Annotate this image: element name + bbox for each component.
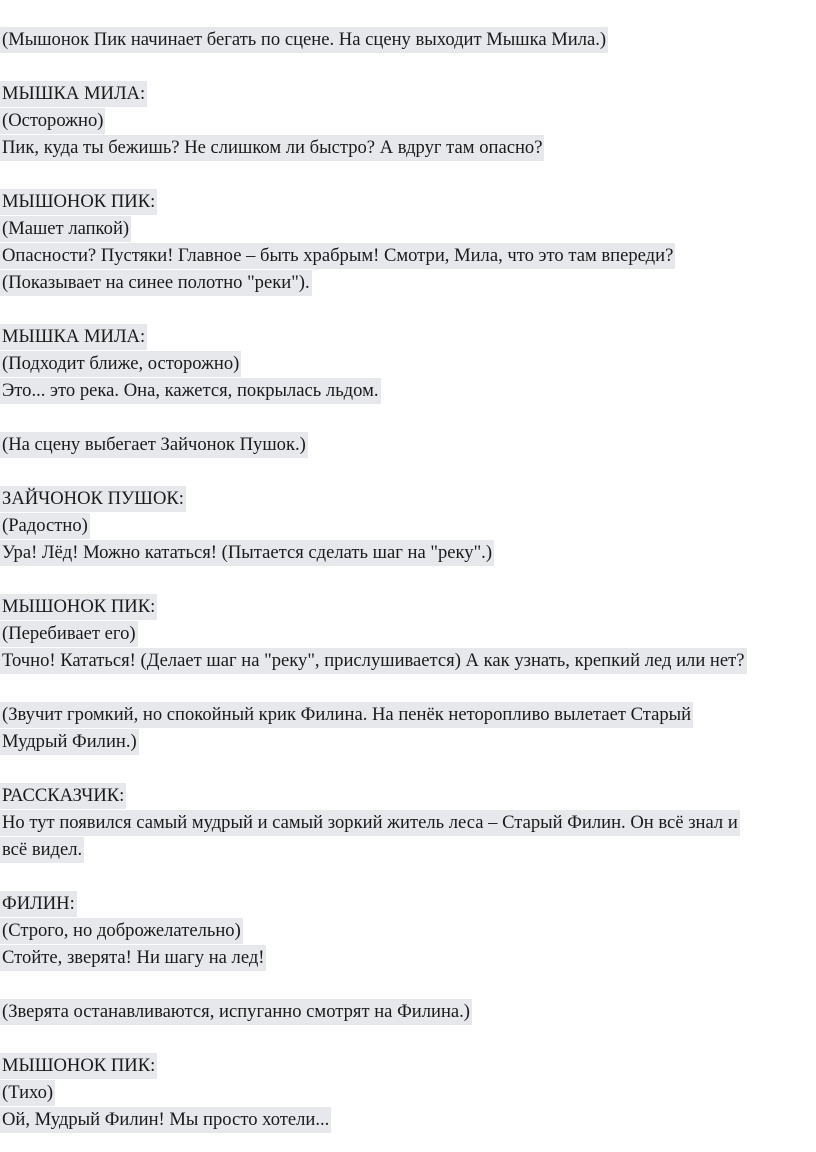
- dialogue-line: [0, 1106, 331, 1133]
- text-line: (Перебивает его): [0, 621, 138, 647]
- speaker-label: [0, 593, 157, 620]
- text-line: (Радостно): [0, 513, 90, 539]
- stage-direction: [0, 917, 243, 944]
- stage-direction: [0, 350, 241, 377]
- dialogue-line: [0, 647, 747, 674]
- dialogue-line: [0, 377, 381, 404]
- text-line: (Зверята останавливаются, испуганно смотрят на Филина.): [0, 999, 472, 1025]
- stage-direction: [0, 1079, 55, 1106]
- speaker-label: [0, 782, 126, 809]
- text-line: (Мышонок Пик начинает бегать по сцене. На сцену выходит Мышка Мила.): [0, 27, 608, 53]
- text-line: всё видел.: [0, 837, 84, 863]
- speaker-label: [0, 485, 186, 512]
- speaker-label: [0, 1052, 157, 1079]
- stage-direction: [0, 269, 312, 296]
- text-line: Мудрый Филин.): [0, 729, 139, 755]
- narration-line: [0, 836, 84, 863]
- text-line: МЫШКА МИЛА:: [0, 81, 147, 107]
- text-line: МЫШКА МИЛА:: [0, 324, 147, 350]
- stage-direction: [0, 701, 693, 728]
- stage-direction: [0, 620, 138, 647]
- text-line: (Звучит громкий, но спокойный крик Филина. На пенёк неторопливо вылетает Старый: [0, 702, 693, 728]
- stage-direction: [0, 215, 131, 242]
- dialogue-line: [0, 242, 675, 269]
- dialogue-line: [0, 944, 266, 971]
- dialogue-line: [0, 134, 544, 161]
- speaker-label: [0, 323, 147, 350]
- text-line: ЗАЙЧОНОК ПУШОК:: [0, 486, 186, 512]
- stage-direction: [0, 512, 90, 539]
- stage-direction: [0, 431, 308, 458]
- text-line: (На сцену выбегает Зайчонок Пушок.): [0, 432, 308, 458]
- text-line: (Тихо): [0, 1080, 55, 1106]
- text-line: МЫШОНОК ПИК:: [0, 1053, 157, 1079]
- text-line: МЫШОНОК ПИК:: [0, 594, 157, 620]
- speaker-label: [0, 890, 77, 917]
- stage-direction: [0, 107, 105, 134]
- text-line: Точно! Кататься! (Делает шаг на "реку", прислушивается) А как узнать, крепкий лед или нет?: [0, 648, 747, 674]
- text-line: РАССКАЗЧИК:: [0, 783, 126, 809]
- speaker-label: [0, 188, 157, 215]
- text-line: Ура! Лёд! Можно кататься! (Пытается сделать шаг на "реку".): [0, 540, 494, 566]
- text-line: ФИЛИН:: [0, 891, 77, 917]
- dialogue-line: [0, 539, 494, 566]
- text-line: МЫШОНОК ПИК:: [0, 189, 157, 215]
- text-line: Ой, Мудрый Филин! Мы просто хотели...: [0, 1107, 331, 1133]
- text-line: Это... это река. Она, кажется, покрылась льдом.: [0, 378, 381, 404]
- stage-direction: [0, 26, 608, 53]
- speaker-label: [0, 80, 147, 107]
- text-line: Стойте, зверята! Ни шагу на лед!: [0, 945, 266, 971]
- text-line: (Машет лапкой): [0, 216, 131, 242]
- text-line: Но тут появился самый мудрый и самый зоркий житель леса – Старый Филин. Он всё знал и: [0, 810, 740, 836]
- text-line: (Строго, но доброжелательно): [0, 918, 243, 944]
- text-line: Опасности? Пустяки! Главное – быть храбрым! Смотри, Мила, что это там впереди?: [0, 243, 675, 269]
- text-line: (Показывает на синее полотно "реки").: [0, 270, 312, 296]
- narration-line: [0, 809, 740, 836]
- text-line: (Осторожно): [0, 108, 105, 134]
- text-line: (Подходит ближе, осторожно): [0, 351, 241, 377]
- stage-direction: [0, 728, 139, 755]
- stage-direction: [0, 998, 472, 1025]
- text-line: Пик, куда ты бежишь? Не слишком ли быстро? А вдруг там опасно?: [0, 135, 544, 161]
